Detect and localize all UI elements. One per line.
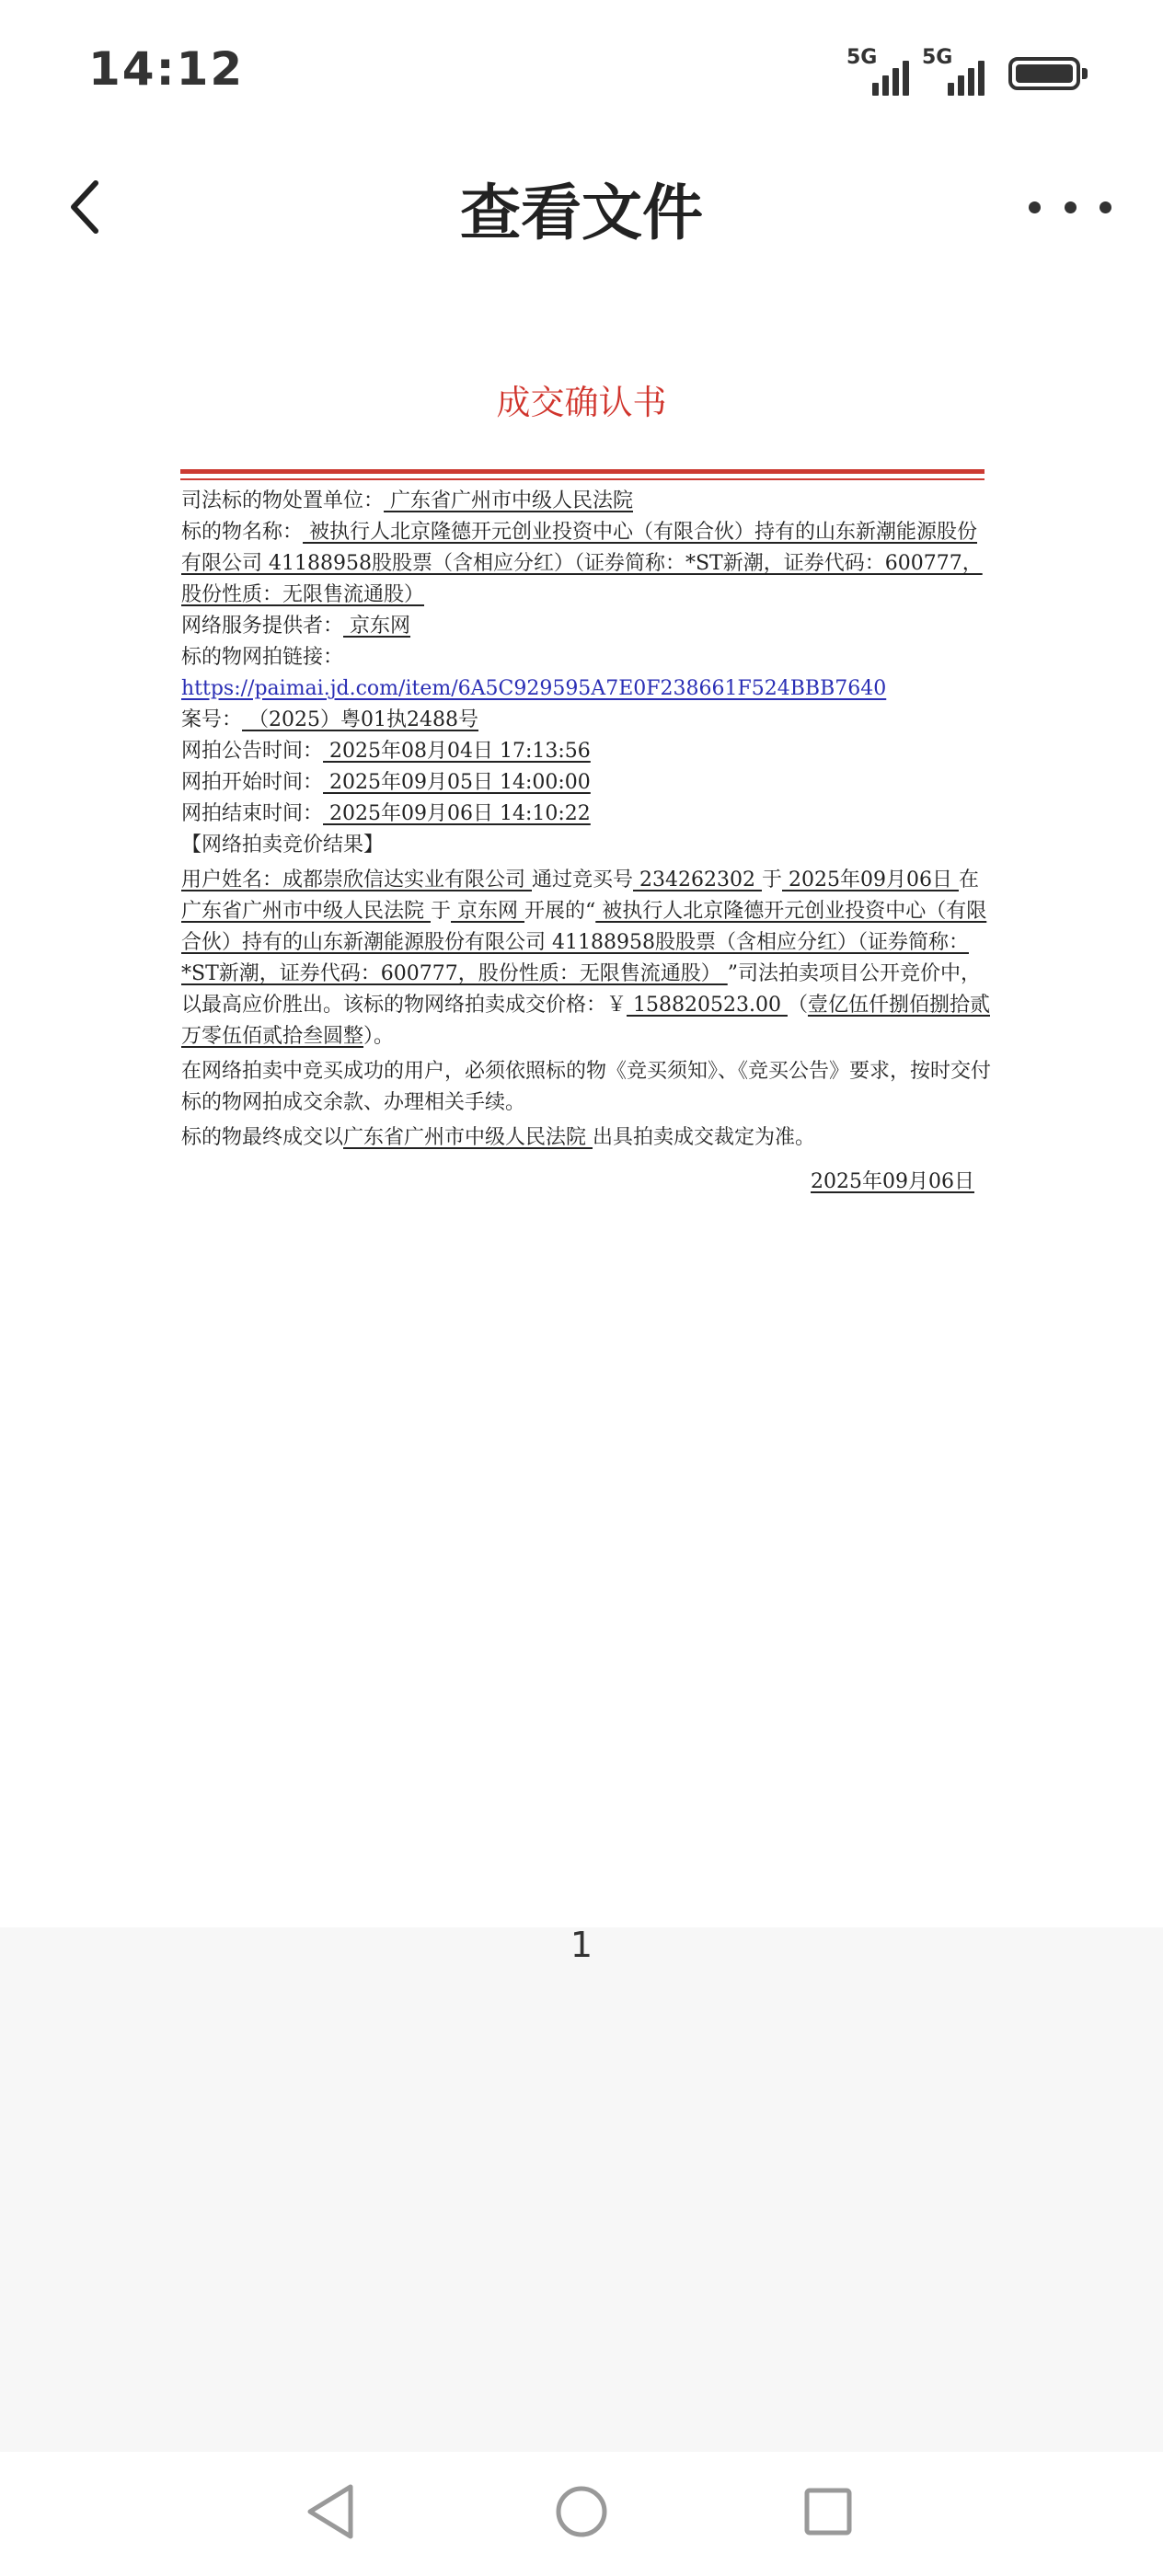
link-line: 标的物网拍链接： https://paimai.jd.com/item/6A5C929595A7E0F238661F524BBB7640: [181, 646, 887, 700]
title-rule: [180, 469, 985, 474]
status-time: 14:12: [88, 42, 245, 96]
home-circle-icon: [549, 2479, 614, 2544]
status-bar: [0, 0, 1163, 138]
more-button[interactable]: [1029, 179, 1111, 235]
signal-label: 5G: [922, 46, 953, 69]
battery-icon: [1008, 57, 1080, 90]
title-rule-thin: [180, 478, 985, 480]
case-line: 案号： （2025）粤01执2488号: [181, 708, 478, 731]
page-title: 查看文件: [460, 178, 703, 248]
court-line: 司法标的物处置单位： 广东省广州市中级人民法院: [181, 489, 634, 512]
auction-link[interactable]: https://paimai.jd.com/item/6A5C929595A7E0F238661F524BBB7640: [181, 677, 887, 700]
document-title: 成交确认书: [496, 383, 667, 422]
notice-paragraph: 在网络拍卖中竞买成功的用户，必须依照标的物《竞买须知》、《竞买公告》要求，按时交付标的物网拍成交余款、办理相关手续。: [181, 1060, 992, 1114]
page-number: 1: [570, 1925, 593, 1965]
end-line: 网拍结束时间： 2025年09月06日 14:10:22: [181, 802, 591, 825]
final-paragraph: 标的物最终成交以广东省广州市中级人民法院 出具拍卖成交裁定为准。: [181, 1126, 816, 1149]
start-line: 网拍开始时间： 2025年09月05日 14:00:00: [181, 771, 591, 794]
system-back-button[interactable]: [299, 2479, 363, 2544]
document-body: [181, 486, 991, 1198]
system-home-button[interactable]: [549, 2479, 614, 2544]
signal-label: 5G: [846, 46, 878, 69]
announce-line: 网拍公告时间： 2025年08月04日 17:13:56: [181, 740, 591, 763]
more-dots-icon: [1029, 201, 1041, 213]
header: [0, 138, 1163, 271]
document-date: 2025年09月06日: [811, 1170, 974, 1193]
item-line: 标的物名称： 被执行人北京隆德开元创业投资中心（有限合伙）持有的山东新潮能源股份有限公司 41188958股股票（含相应分红）（证券简称：*ST新潮，证券代码：600777，股份性质：无限售流通股）: [181, 521, 983, 606]
back-triangle-icon: [299, 2479, 363, 2544]
signal-icon: [922, 46, 985, 96]
system-nav: [0, 2452, 1163, 2576]
system-recents-button[interactable]: [796, 2479, 860, 2544]
signal-icon: [846, 46, 909, 96]
recents-square-icon: [796, 2479, 860, 2544]
provider-line: 网络服务提供者： 京东网: [181, 615, 411, 638]
result-paragraph: 用户姓名：成都崇欣信达实业有限公司 通过竞买号 234262302 于 2025年09月06日 在广东省广州市中级人民法院 于 京东网 开展的“ 被执行人北京隆德开元创业投资中心（有限合伙）持有的山东新潮能源股份有限公司 41188958股股票（含相应分红）（证券简称：*ST新潮，证券代码：600777，股份性质：无限售流通股） ”司法拍卖项目公开竞价中，以最高应价胜出。该标的物网络拍卖成交价格：￥ 158820523.00 （壹亿伍仟捌佰捌拾贰万零伍佰贰拾叁圆整）。: [181, 868, 990, 1048]
document-page[interactable]: [0, 271, 1163, 1927]
result-heading: 【网络拍卖竞价结果】: [181, 834, 385, 857]
status-icons: [846, 48, 1080, 96]
